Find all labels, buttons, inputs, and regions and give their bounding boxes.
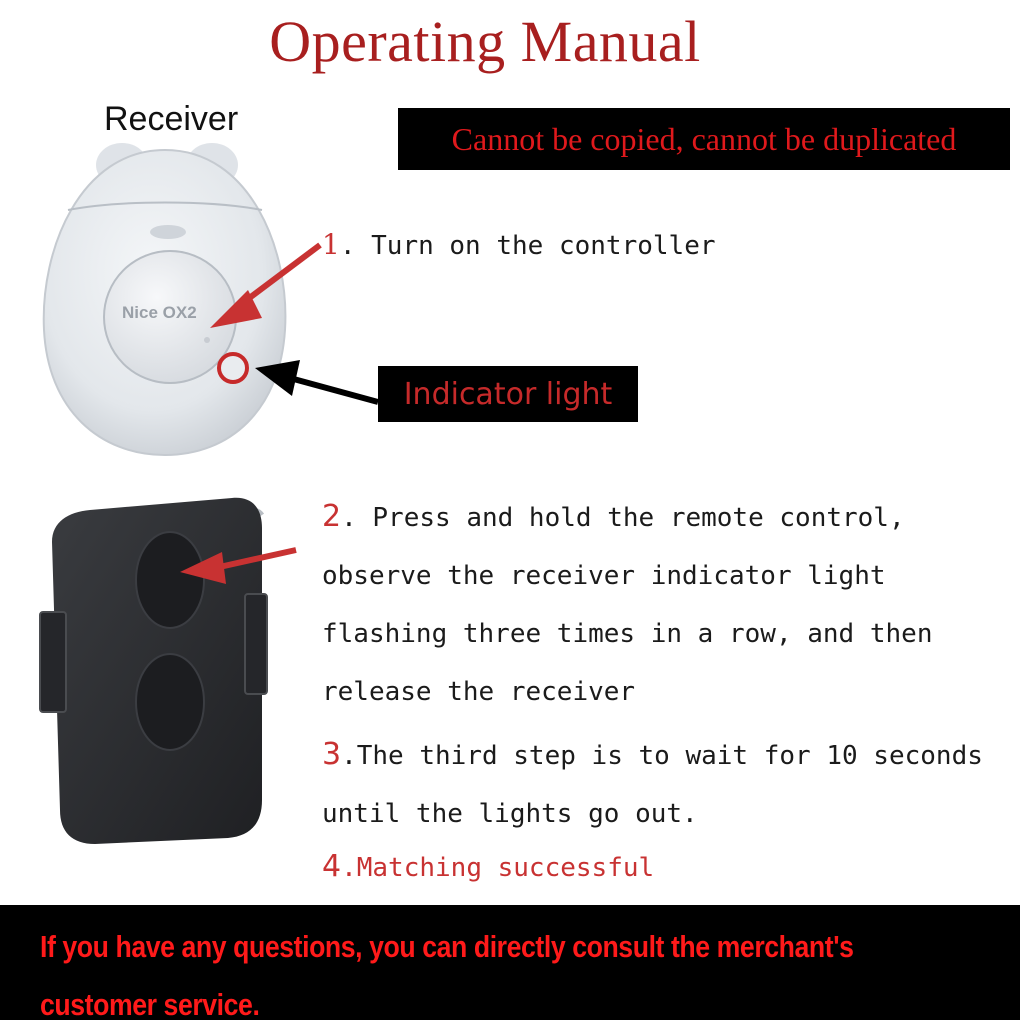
step-3-line-1: .The third step is to wait for 10 seconds <box>341 741 983 771</box>
step-3 <box>322 726 983 843</box>
step-4-number: 4 <box>322 849 342 884</box>
step-2-number: 2 <box>322 499 342 534</box>
copy-warning-text: Cannot be copied, cannot be duplicated <box>451 120 957 157</box>
step-3-line-2: until the lights go out. <box>322 799 698 829</box>
indicator-light <box>219 354 247 382</box>
step-2-line-2: observe the receiver indicator light <box>322 561 886 591</box>
step-1-text: . Turn on the controller <box>339 231 716 261</box>
step-4-text: .Matching successful <box>341 853 655 883</box>
footer-line-2: customer service. <box>40 987 260 1022</box>
device-brand-label: Nice OX2 <box>122 303 197 322</box>
step-3-number: 3 <box>322 737 342 772</box>
step-1-number: 1 <box>322 228 340 261</box>
indicator-light-text: Indicator light <box>403 376 613 412</box>
step-4 <box>322 838 654 897</box>
remote-button-top <box>136 532 204 628</box>
page-title: Operating Manual <box>269 9 701 74</box>
step-2-line-1: . Press and hold the remote control, <box>341 503 905 533</box>
remote-control-image <box>0 480 320 860</box>
step-2 <box>322 488 932 721</box>
indicator-light-label <box>378 366 638 422</box>
step-2-line-4: release the receiver <box>322 677 636 707</box>
receiver-label: Receiver <box>104 100 239 138</box>
footer-text <box>40 918 866 1034</box>
step-2-line-3: flashing three times in a row, and then <box>322 619 933 649</box>
remote-button-bottom <box>136 654 204 750</box>
step-1 <box>322 216 716 275</box>
footer-line-1: If you have any questions, you can directly consult the merchant's <box>40 929 854 964</box>
